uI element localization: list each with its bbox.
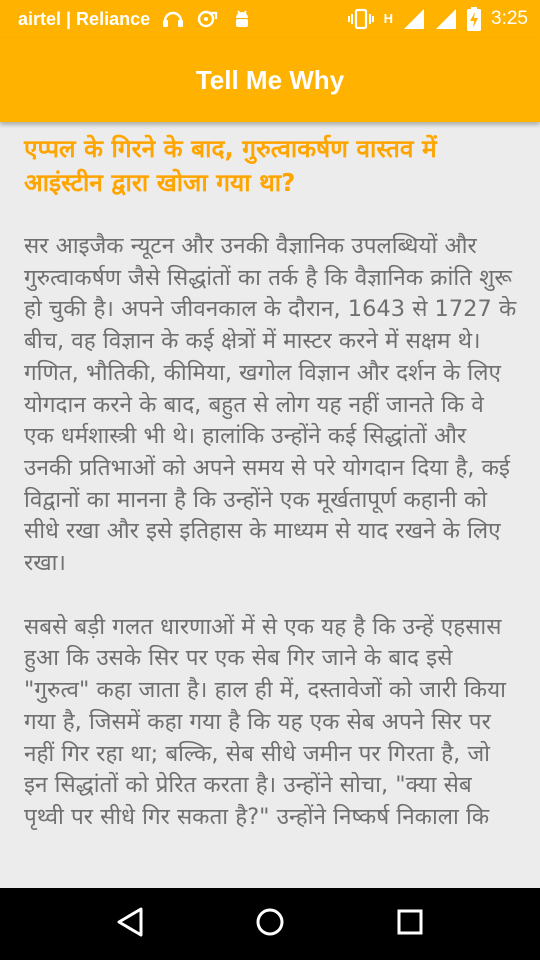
status-bar [0,0,540,38]
recents-button[interactable] [380,894,440,954]
app-bar [0,38,540,122]
article-paragraph: सबसे बड़ी गलत धारणाओं में से एक यह है कि उन्हें एहसास हुआ कि उसके सिर पर एक सेब गिर जाने के बाद इसे "गुरुत्व" कहा जाता है। हाल ही में, दस्तावेजों को जारी किया गया है, जिसमें कहा गया है कि यह एक सेब अपने सिर पर नहीं गिर रहा था; बल्कि, सेब सीधे जमीन पर गिरता है, जो इन सिद्धांतों को प्रेरित करता है। उन्होंने सोचा, "क्या सेब पृथ्वी पर सीधे गिर सकता है?" उन्होंने निष्कर्ष निकाला कि [24,613,506,830]
headset-icon [162,9,184,29]
sync-icon [196,8,220,30]
carrier-label: airtel | Reliance [18,8,151,29]
article-paragraph: सर आइजैक न्यूटन और उनकी वैज्ञानिक उपलब्धियों और गुरुत्वाकर्षण जैसे सिद्धांतों का तर्क है कि वैज्ञानिक क्रांति शुरू हो चुकी है। अपने जीवनकाल के दौरान, 1643 से 1727 के बीच, वह विज्ञान के कई क्षेत्रों में मास्टर करने में सक्षम थे। गणित, भौतिकी, कीमिया, खगोल विज्ञान और दर्शन के लिए योगदान करने के बाद, बहुत से लोग यह नहीं जानते कि वे एक धर्मशास्त्री भी थे। हालांकि उन्होंने कई सिद्धांतों और उनकी प्रतिभाओं को अपने समय से परे योगदान दिया है, कई विद्वानों का मानना है कि उन्होंने एक मूर्खतापूर्ण कहानी को सीधे रखा और इसे इतिहास के माध्यम से याद रखने के लिए रखा। [24,233,517,577]
article-scroll-view[interactable] [0,122,540,888]
article-title: एप्पल के गिरने के बाद, गुरुत्वाकर्षण वास्तव में आइंस्टीन द्वारा खोजा गया था? [24,134,437,197]
signal-icon [403,8,425,30]
back-icon [115,906,145,942]
vibrate-icon [348,8,374,30]
recents-icon [396,908,424,940]
back-button[interactable] [100,894,160,954]
clock: 3:25 [491,8,528,29]
navigation-bar [0,888,540,960]
android-debug-icon [232,8,252,30]
signal-icon [435,8,457,30]
network-type-label: H [383,11,394,26]
battery-charging-icon [467,7,481,31]
home-button[interactable] [240,894,300,954]
home-icon [255,907,285,941]
app-title: Tell Me Why [195,64,345,95]
